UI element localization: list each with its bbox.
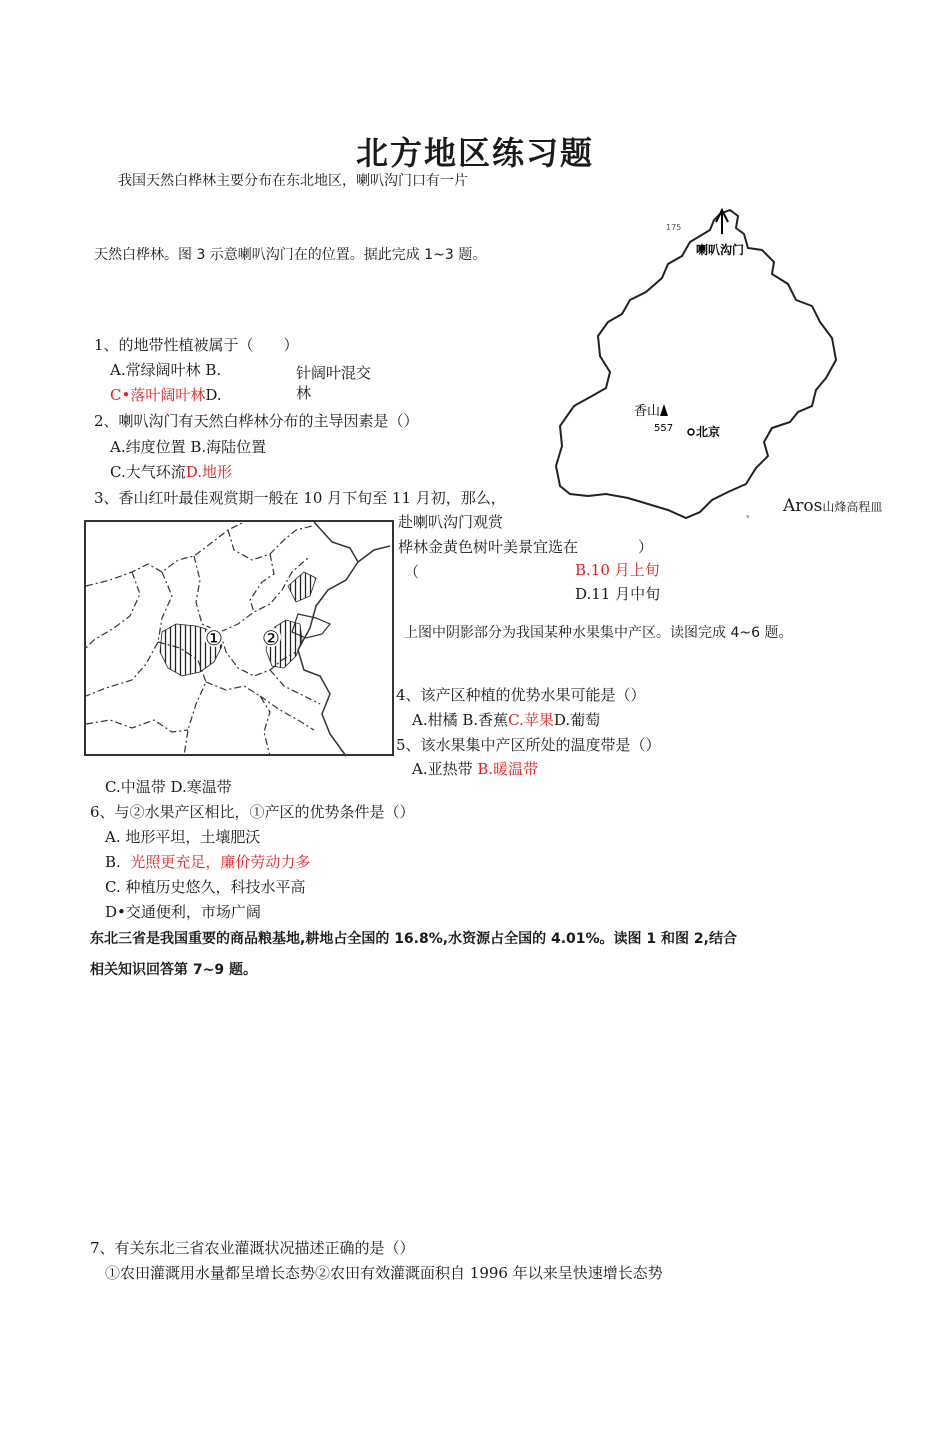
q4-option-c: C.苹果 <box>508 711 554 729</box>
intro-line-2: 天然白桦林。图 3 示意喇叭沟门在的位置。据此完成 1~3 题。 <box>94 247 487 263</box>
q1-option-b-text-1: 针阔叶混交 <box>296 364 372 382</box>
label-region-1: ① <box>205 626 223 650</box>
q1-option-d: D. <box>205 386 222 404</box>
q5-option-c-d: C.中温带 D.寒温带 <box>105 778 232 796</box>
page-title: 北方地区练习题 <box>355 134 594 172</box>
label-labagoumen: 喇叭沟门 <box>696 243 745 257</box>
q3-cont-1: 赴喇叭沟门观赏 <box>398 513 504 531</box>
q4-option-a-b: A.柑橘 B.香蕉 <box>412 711 509 729</box>
q2-stem: 2、喇叭沟门有天然白桦林分布的主导因素是（） <box>94 412 419 430</box>
q3-option-b: B.10 月上旬 <box>575 561 660 579</box>
intro-line-1: 我国天然白桦林主要分布在东北地区，喇叭沟门口有一片 <box>118 173 468 189</box>
q6-option-a: A. 地形平坦，土壤肥沃 <box>105 828 261 846</box>
label-175: 175 <box>666 223 682 232</box>
q5-option-b: B.暖温带 <box>477 760 539 778</box>
beijing-city-icon <box>688 429 694 435</box>
q3-paren: （ <box>404 563 420 581</box>
label-557: 557 <box>654 423 674 434</box>
q6-option-b: 光照更充足，廉价劳动力多 <box>130 853 311 871</box>
q3-option-d: D.11 月中旬 <box>575 585 661 603</box>
q7-stem: 7、有关东北三省农业灌溉状况描述正确的是（） <box>90 1239 415 1257</box>
beijing-map <box>550 200 920 525</box>
label-beijing: 北京 <box>696 425 721 439</box>
q2-option-c: C.大气环流 <box>110 463 186 481</box>
q1-option-a-b: A.常绿阔叶林 B. <box>110 361 222 379</box>
q6-option-b-prefix: B. <box>105 853 121 871</box>
q5-option-a: A.亚热带 <box>412 760 473 778</box>
q5-stem: 5、该水果集中产区所处的温度带是（） <box>396 736 661 754</box>
map-legend <box>783 496 882 516</box>
intro-4-6: 上图中阴影部分为我国某种水果集中产区。读图完成 4~6 题。 <box>404 625 793 641</box>
q1-option-c: C•落叶阔叶林 <box>110 386 206 404</box>
q7-options: ①农田灌溉用水量都呈增长态势②农田有效灌溉面积自 1996 年以来呈快速增长态势 <box>105 1264 663 1282</box>
svg-text:▾: ▾ <box>746 513 750 521</box>
q4-option-d: D.葡萄 <box>553 711 601 729</box>
coastline <box>298 522 358 756</box>
q2-option-a-b: A.纬度位置 B.海陆位置 <box>110 438 267 456</box>
label-region-2: ② <box>262 626 280 650</box>
q4-stem: 4、该产区种植的优势水果可能是（） <box>396 686 646 704</box>
legend-label: Aros <box>783 496 823 516</box>
label-xiangshan: 香山 <box>634 404 661 419</box>
intro-7-9-line-2: 相关知识回答第 7~9 题。 <box>90 962 257 978</box>
q3-stem: 3、香山红叶最佳观赏期一般在 10 月下旬至 11 月初，那么， <box>94 489 506 507</box>
intro-7-9-line-1: 东北三省是我国重要的商品粮基地,耕地占全国的 16.8%,水资源占全国的 4.01%。读图 1 和图 2,结合 <box>90 931 737 947</box>
mountain-peak-icon <box>660 404 668 416</box>
legend-suffix: 山烽高程皿 <box>822 500 883 514</box>
map-frame <box>85 521 393 755</box>
q1-option-b-text-2: 林 <box>296 384 312 402</box>
q1-stem: 1、的地带性植被属于（ ） <box>94 336 299 354</box>
q2-option-d: D.地形 <box>185 463 232 481</box>
q6-option-c: C. 种植历史悠久，科技水平高 <box>105 878 306 896</box>
fruit-region-map <box>84 520 394 756</box>
q6-option-d: D•交通便利，市场广阔 <box>105 903 261 921</box>
q3-cont-2: 桦林金黄色树叶美景宜选在 ） <box>398 538 654 556</box>
q6-stem: 6、与②水果产区相比，①产区的优势条件是（） <box>90 803 415 821</box>
